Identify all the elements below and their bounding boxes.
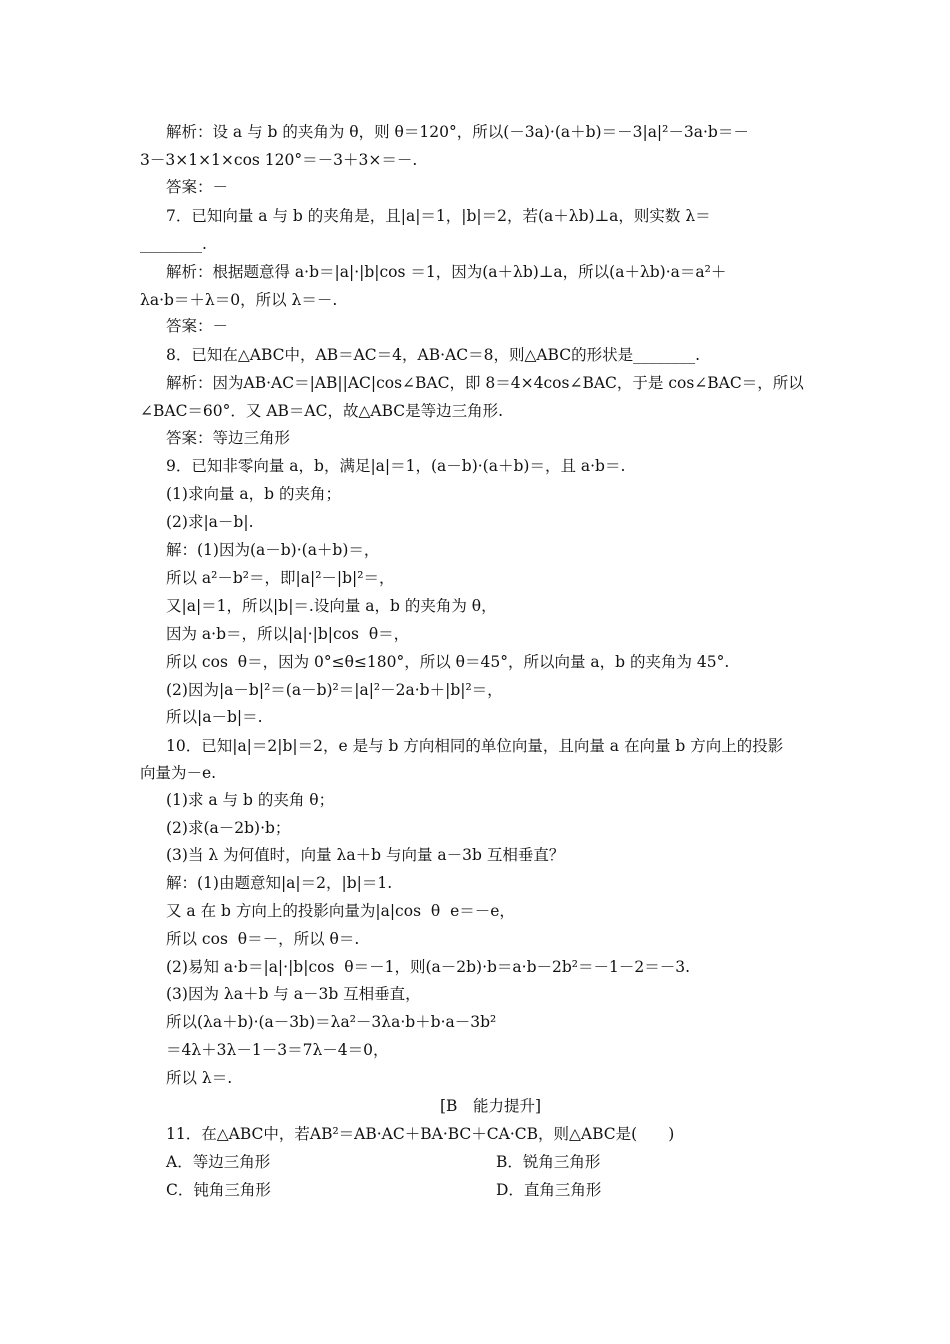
solution-9-line-2: 所以 a²－b²＝，即|a|²－|b|²＝， bbox=[166, 569, 395, 587]
question-10-part-2: (2)求(a－2b)·b； bbox=[166, 819, 291, 837]
question-11: 11．在△ABC中，若AB²＝AB·AC＋BA·BC＋CA·CB，则△ABC是( ) bbox=[166, 1125, 675, 1143]
solution-6-line-2: 3－3×1×1×cos 120°＝－3＋3×＝－. bbox=[140, 151, 418, 169]
solution-10-line-2: 又 a 在 b 方向上的投影向量为|a|cos θ e＝－e， bbox=[166, 902, 515, 920]
solution-10-line-4: (2)易知 a·b＝|a|·|b|cos θ＝－1，则(a－2b)·b＝a·b－2b²＝－1－2＝－3. bbox=[166, 958, 691, 976]
solution-10-line-1: 解：(1)由题意知|a|＝2，|b|＝1. bbox=[166, 874, 393, 892]
answer-7: 答案：－ bbox=[166, 317, 229, 335]
answer-6: 答案：－ bbox=[166, 178, 229, 196]
solution-9-line-1: 解：(1)因为(a－b)·(a＋b)＝， bbox=[166, 541, 380, 559]
solution-8-line-2: ∠BAC＝60°．又 AB＝AC，故△ABC是等边三角形. bbox=[140, 402, 504, 420]
option-c: C．钝角三角形 bbox=[166, 1181, 271, 1199]
question-10-part-1: (1)求 a 与 b 的夹角 θ； bbox=[166, 791, 335, 809]
question-9-part-2: (2)求|a－b|. bbox=[166, 513, 254, 531]
question-8: 8．已知在△ABC中，AB＝AC＝4，AB·AC＝8，则△ABC的形状是________. bbox=[166, 346, 701, 364]
answer-8: 答案：等边三角形 bbox=[166, 429, 291, 447]
question-7-line-2: ________. bbox=[140, 235, 207, 253]
solution-7-line-1: 解析：根据题意得 a·b＝|a|·|b|cos ＝1，因为(a＋λb)⊥a，所以(a＋λb)·a＝a²＋ bbox=[166, 263, 727, 281]
solution-8-line-1: 解析：因为AB·AC＝|AB||AC|cos∠BAC，即 8＝4×4cos∠BAC，于是 cos∠BAC＝，所以 bbox=[166, 374, 804, 392]
question-9-part-1: (1)求向量 a，b 的夹角； bbox=[166, 485, 341, 503]
solution-10-line-3: 所以 cos θ＝－，所以 θ＝. bbox=[166, 930, 360, 948]
question-9: 9．已知非零向量 a，b，满足|a|＝1，(a－b)·(a＋b)＝，且 a·b＝. bbox=[166, 457, 626, 475]
solution-9-line-4: 因为 a·b＝，所以|a|·|b|cos θ＝， bbox=[166, 625, 410, 643]
option-d: D．直角三角形 bbox=[496, 1181, 602, 1199]
question-10-part-3: (3)当 λ 为何值时，向量 λa＋b 与向量 a－3b 互相垂直？ bbox=[166, 846, 565, 864]
solution-9-line-5: 所以 cos θ＝，因为 0°≤θ≤180°，所以 θ＝45°，所以向量 a，b 的夹角为 45°. bbox=[166, 653, 730, 671]
solution-9-line-6: (2)因为|a－b|²＝(a－b)²＝|a|²－2a·b＋|b|²＝， bbox=[166, 681, 503, 699]
solution-10-line-7: ＝4λ＋3λ－1－3＝7λ－4＝0， bbox=[166, 1041, 389, 1059]
option-a: A．等边三角形 bbox=[166, 1153, 271, 1171]
question-7-line-1: 7．已知向量 a 与 b 的夹角是，且|a|＝1，|b|＝2，若(a＋λb)⊥a，则实数 λ＝ bbox=[166, 207, 711, 225]
question-10-line-1: 10．已知|a|＝2|b|＝2，e 是与 b 方向相同的单位向量，且向量 a 在向量 b 方向上的投影 bbox=[166, 737, 784, 755]
solution-7-line-2: λa·b＝＋λ＝0，所以 λ＝－. bbox=[140, 291, 338, 309]
question-10-line-2: 向量为－e. bbox=[140, 764, 217, 782]
option-b: B．锐角三角形 bbox=[496, 1153, 601, 1171]
solution-10-line-6: 所以(λa＋b)·(a－3b)＝λa²－3λa·b＋b·a－3b² bbox=[166, 1013, 497, 1031]
solution-6-line-1: 解析：设 a 与 b 的夹角为 θ，则 θ＝120°，所以(－3a)·(a＋b)＝－3|a|²－3a·b＝－ bbox=[166, 123, 749, 141]
solution-10-line-8: 所以 λ＝. bbox=[166, 1069, 233, 1087]
solution-10-line-5: (3)因为 λa＋b 与 a－3b 互相垂直， bbox=[166, 985, 421, 1003]
solution-9-line-7: 所以|a－b|＝. bbox=[166, 708, 263, 726]
solution-9-line-3: 又|a|＝1，所以|b|＝.设向量 a，b 的夹角为 θ， bbox=[166, 597, 497, 615]
section-heading: [B 能力提升] bbox=[440, 1097, 541, 1115]
